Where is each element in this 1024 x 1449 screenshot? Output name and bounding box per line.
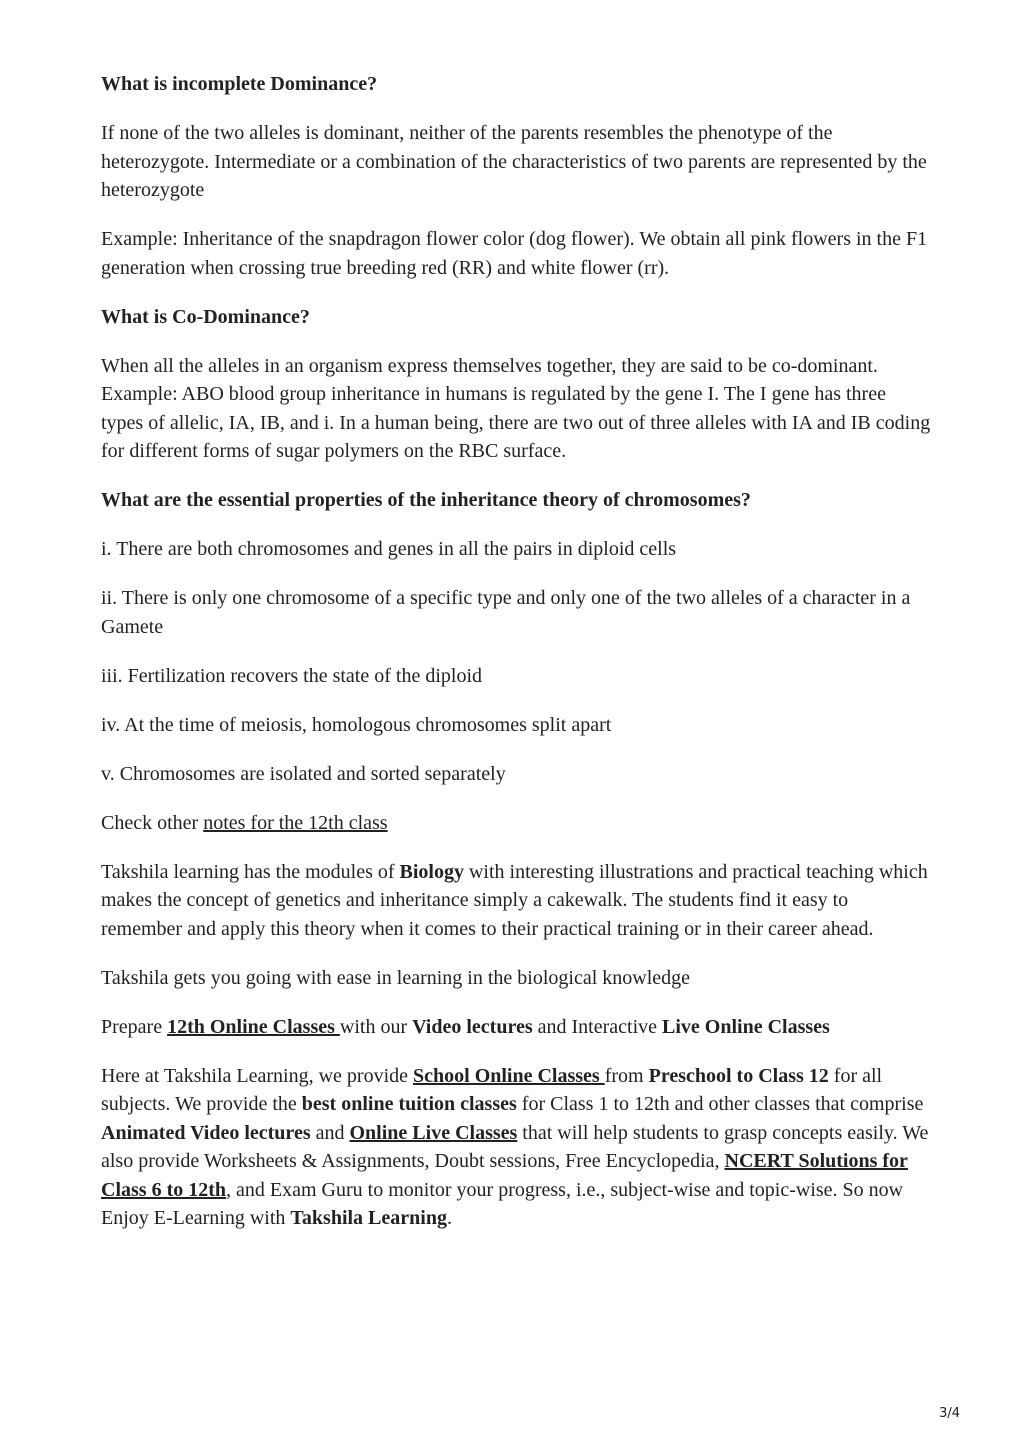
here-at-text-7: , and Exam Guru to monitor your progress, i.e., subject-wise and topic-wise. So now Enjoy E-Learning with	[101, 1178, 904, 1229]
12th-online-classes-link[interactable]: 12th Online Classes	[167, 1015, 340, 1038]
here-at-text-8: .	[446, 1207, 452, 1229]
here-at-text-4: for Class 1 to 12th and other classes that comprise	[516, 1093, 924, 1115]
co-dominance-paragraph: When all the alleles in an organism express themselves together, they are said to be co-dominant. Example: ABO blood group inheritance in humans is regulated by the gene I. The I gene has three types of allelic, IA, IB, and i. In a human being, there are two out of three alleles with IA and IB coding for different forms of sugar polymers on the RBC surface.	[101, 354, 931, 462]
co-dominance-heading: What is Co-Dominance?	[101, 305, 310, 328]
prepare-text-2: with our	[339, 1015, 413, 1038]
best-online-tuition-bold: best online tuition classes	[301, 1093, 517, 1115]
here-at-text-3: for all subjects. We provide the	[101, 1064, 883, 1115]
properties-heading: What are the essential properties of the inheritance theory of chromosomes?	[101, 489, 751, 511]
check-other-paragraph	[101, 809, 931, 838]
property-item-2: ii. There is only one chromosome of a specific type and only one of the two alleles of a character in a Gamete	[101, 587, 911, 638]
property-item-5: v. Chromosomes are isolated and sorted separately	[101, 762, 506, 785]
modules-text-1: Takshila learning has the modules of	[101, 860, 400, 883]
prepare-text-1: Prepare	[101, 1015, 168, 1038]
ncert-solutions-link[interactable]: NCERT Solutions for Class 6 to 12th	[101, 1150, 908, 1201]
school-online-classes-link[interactable]: School Online Classes	[413, 1064, 605, 1087]
takshila-going-paragraph: Takshila gets you going with ease in learning in the biological knowledge	[101, 966, 691, 989]
animated-video-lectures-bold: Animated Video lectures	[101, 1121, 311, 1144]
modules-text-2: with interesting illustrations and practical teaching which makes the concept of genetics and inheritance simply a cakewalk. The students find it easy to remember and apply this theory when it comes to their practical training or in their career ahead.	[101, 860, 928, 940]
here-at-paragraph	[101, 1062, 931, 1233]
notes-12th-class-link[interactable]: notes for the 12th class	[203, 811, 388, 834]
takshila-learning-bold: Takshila Learning	[290, 1207, 447, 1229]
document-body	[101, 70, 931, 1253]
takshila-modules-paragraph	[101, 858, 931, 944]
property-item-4: iv. At the time of meiosis, homologous chromosomes split apart	[101, 713, 612, 736]
prepare-text-3: and Interactive	[532, 1015, 663, 1038]
incomplete-dominance-example: Example: Inheritance of the snapdragon flower color (dog flower). We obtain all pink flowers in the F1 generation when crossing true breeding red (RR) and white flower (rr).	[101, 228, 928, 279]
biology-bold: Biology	[399, 860, 464, 883]
prepare-paragraph	[101, 1013, 931, 1042]
live-online-classes-bold: Live Online Classes	[662, 1015, 830, 1038]
incomplete-dominance-heading: What is incomplete Dominance?	[101, 73, 378, 95]
online-live-classes-link[interactable]: Online Live Classes	[349, 1121, 518, 1144]
here-at-text-6: that will help students to grasp concepts easily. We also provide Worksheets & Assignments, Doubt sessions, Free Encyclopedia,	[101, 1121, 929, 1172]
page-number: 3/4	[939, 1406, 960, 1421]
here-at-text-2: from	[604, 1064, 649, 1087]
here-at-text-1: Here at Takshila Learning, we provide	[101, 1064, 414, 1087]
incomplete-dominance-paragraph: If none of the two alleles is dominant, neither of the parents resembles the phenotype of the heterozygote. Intermediate or a combination of the characteristics of two parents are represented by the heterozygote	[101, 122, 927, 201]
video-lectures-bold: Video lectures	[412, 1015, 533, 1038]
here-at-text-5: and	[310, 1121, 350, 1144]
check-other-text: Check other	[101, 811, 204, 834]
preschool-to-class12-bold: Preschool to Class 12	[648, 1064, 829, 1087]
property-item-3: iii. Fertilization recovers the state of the diploid	[101, 664, 483, 687]
property-item-1: i. There are both chromosomes and genes in all the pairs in diploid cells	[101, 538, 677, 560]
